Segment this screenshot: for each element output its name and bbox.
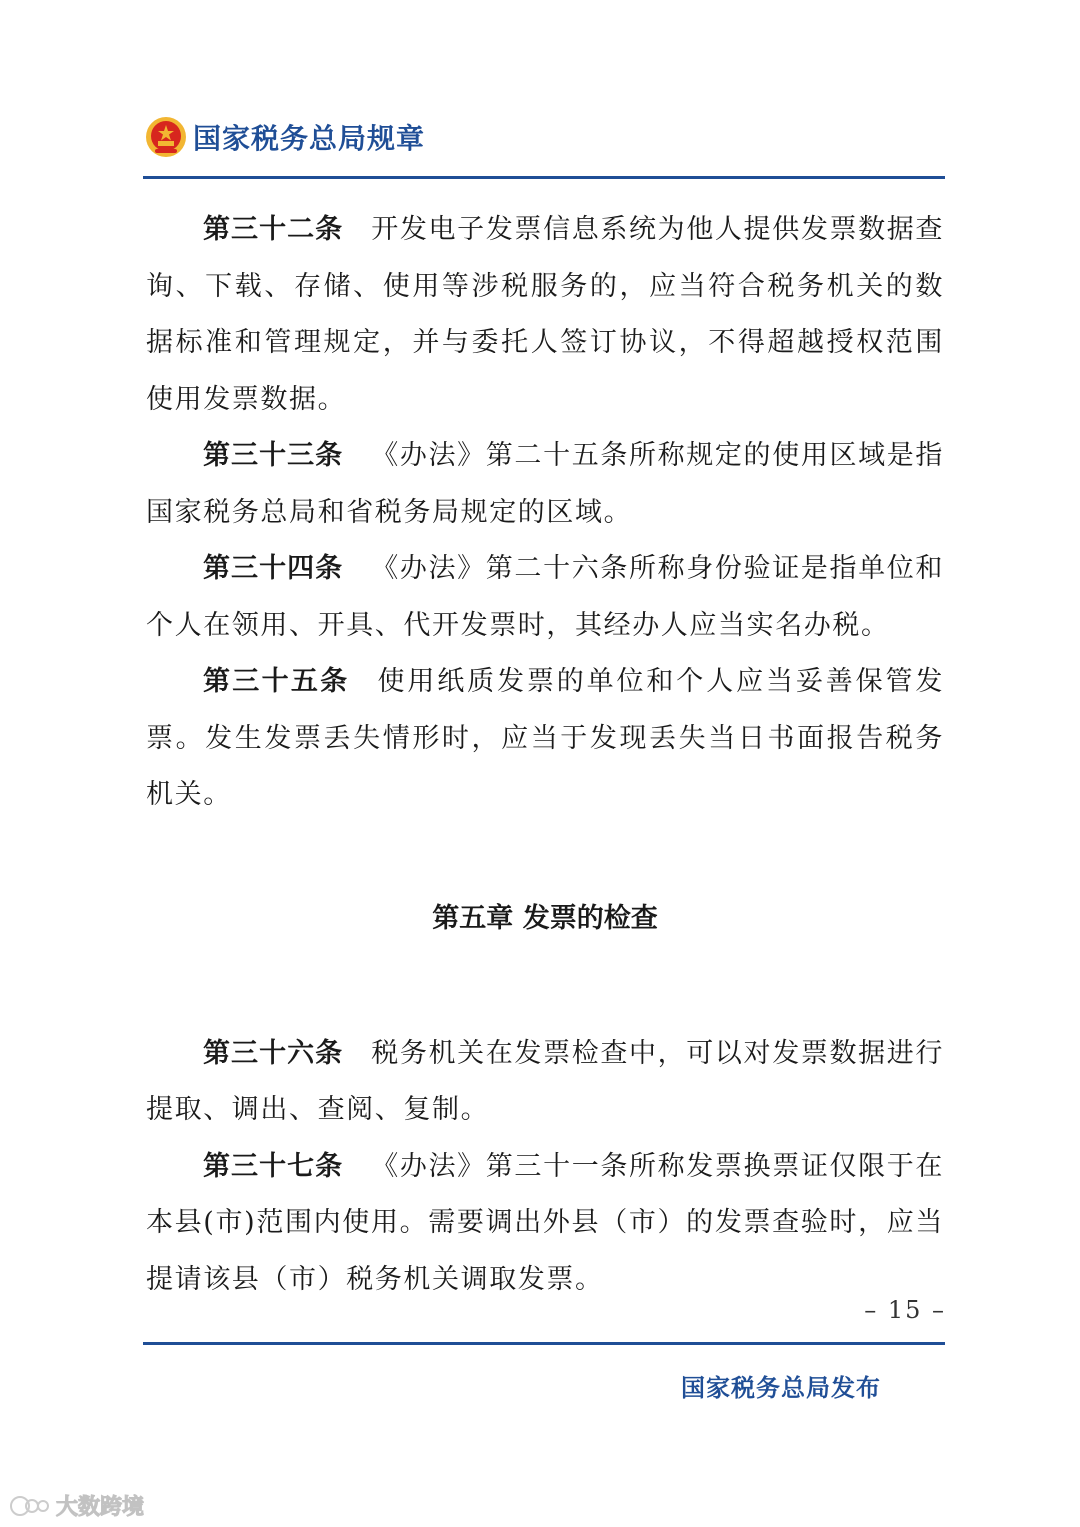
header-divider <box>143 176 945 179</box>
watermark-text: 大数跨境 <box>56 1495 145 1520</box>
article-number: 第三十三条 <box>203 440 344 471</box>
article-34 <box>146 541 944 654</box>
article-32 <box>146 202 944 428</box>
footer-divider <box>143 1342 945 1345</box>
article-number: 第三十二条 <box>203 214 344 245</box>
article-number: 第三十五条 <box>203 666 350 697</box>
chapter-title: 第五章 发票的检查 <box>432 902 658 934</box>
article-text: 使用纸质发票的单位和个人应当妥善保管发票。发生发票丢失情形时，应当于发现丢失当日书面报告税务机关。 <box>146 666 944 810</box>
national-emblem-icon <box>145 116 187 158</box>
page-number: – 15 – <box>864 1296 946 1324</box>
article-text: 《办法》第二十六条所称身份验证是指单位和个人在领用、开具、代开发票时，其经办人应当实名办税。 <box>146 553 945 641</box>
footer-publisher: 国家税务总局发布 <box>681 1374 881 1402</box>
header-title: 国家税务总局规章 <box>193 122 426 155</box>
article-text: 《办法》第二十五条所称规定的使用区域是指国家税务总局和省税务局规定的区域。 <box>146 440 945 528</box>
article-37 <box>146 1139 944 1309</box>
article-33 <box>146 428 944 541</box>
article-text: 税务机关在发票检查中，可以对发票数据进行提取、调出、查阅、复制。 <box>146 1037 945 1125</box>
article-text: 开发电子发票信息系统为他人提供发票数据查询、下载、存储、使用等涉税服务的，应当符合税务机关的数据标准和管理规定，并与委托人签订协议，不得超越授权范围使用发票数据。 <box>146 214 945 415</box>
document-body <box>146 202 944 1308</box>
watermark-logo-icon <box>8 1493 52 1519</box>
article-number: 第三十六条 <box>203 1037 344 1069</box>
page-header <box>145 112 425 162</box>
article-text: 《办法》第三十一条所称发票换票证仅限于在本县(市)范围内使用。需要调出外县（市）的发票查验时，应当提请该县（市）税务机关调取发票。 <box>146 1150 945 1295</box>
article-number: 第三十四条 <box>203 553 344 584</box>
article-36 <box>146 1026 944 1139</box>
article-35 <box>146 654 944 824</box>
watermark <box>8 1490 144 1521</box>
article-number: 第三十七条 <box>203 1150 344 1182</box>
